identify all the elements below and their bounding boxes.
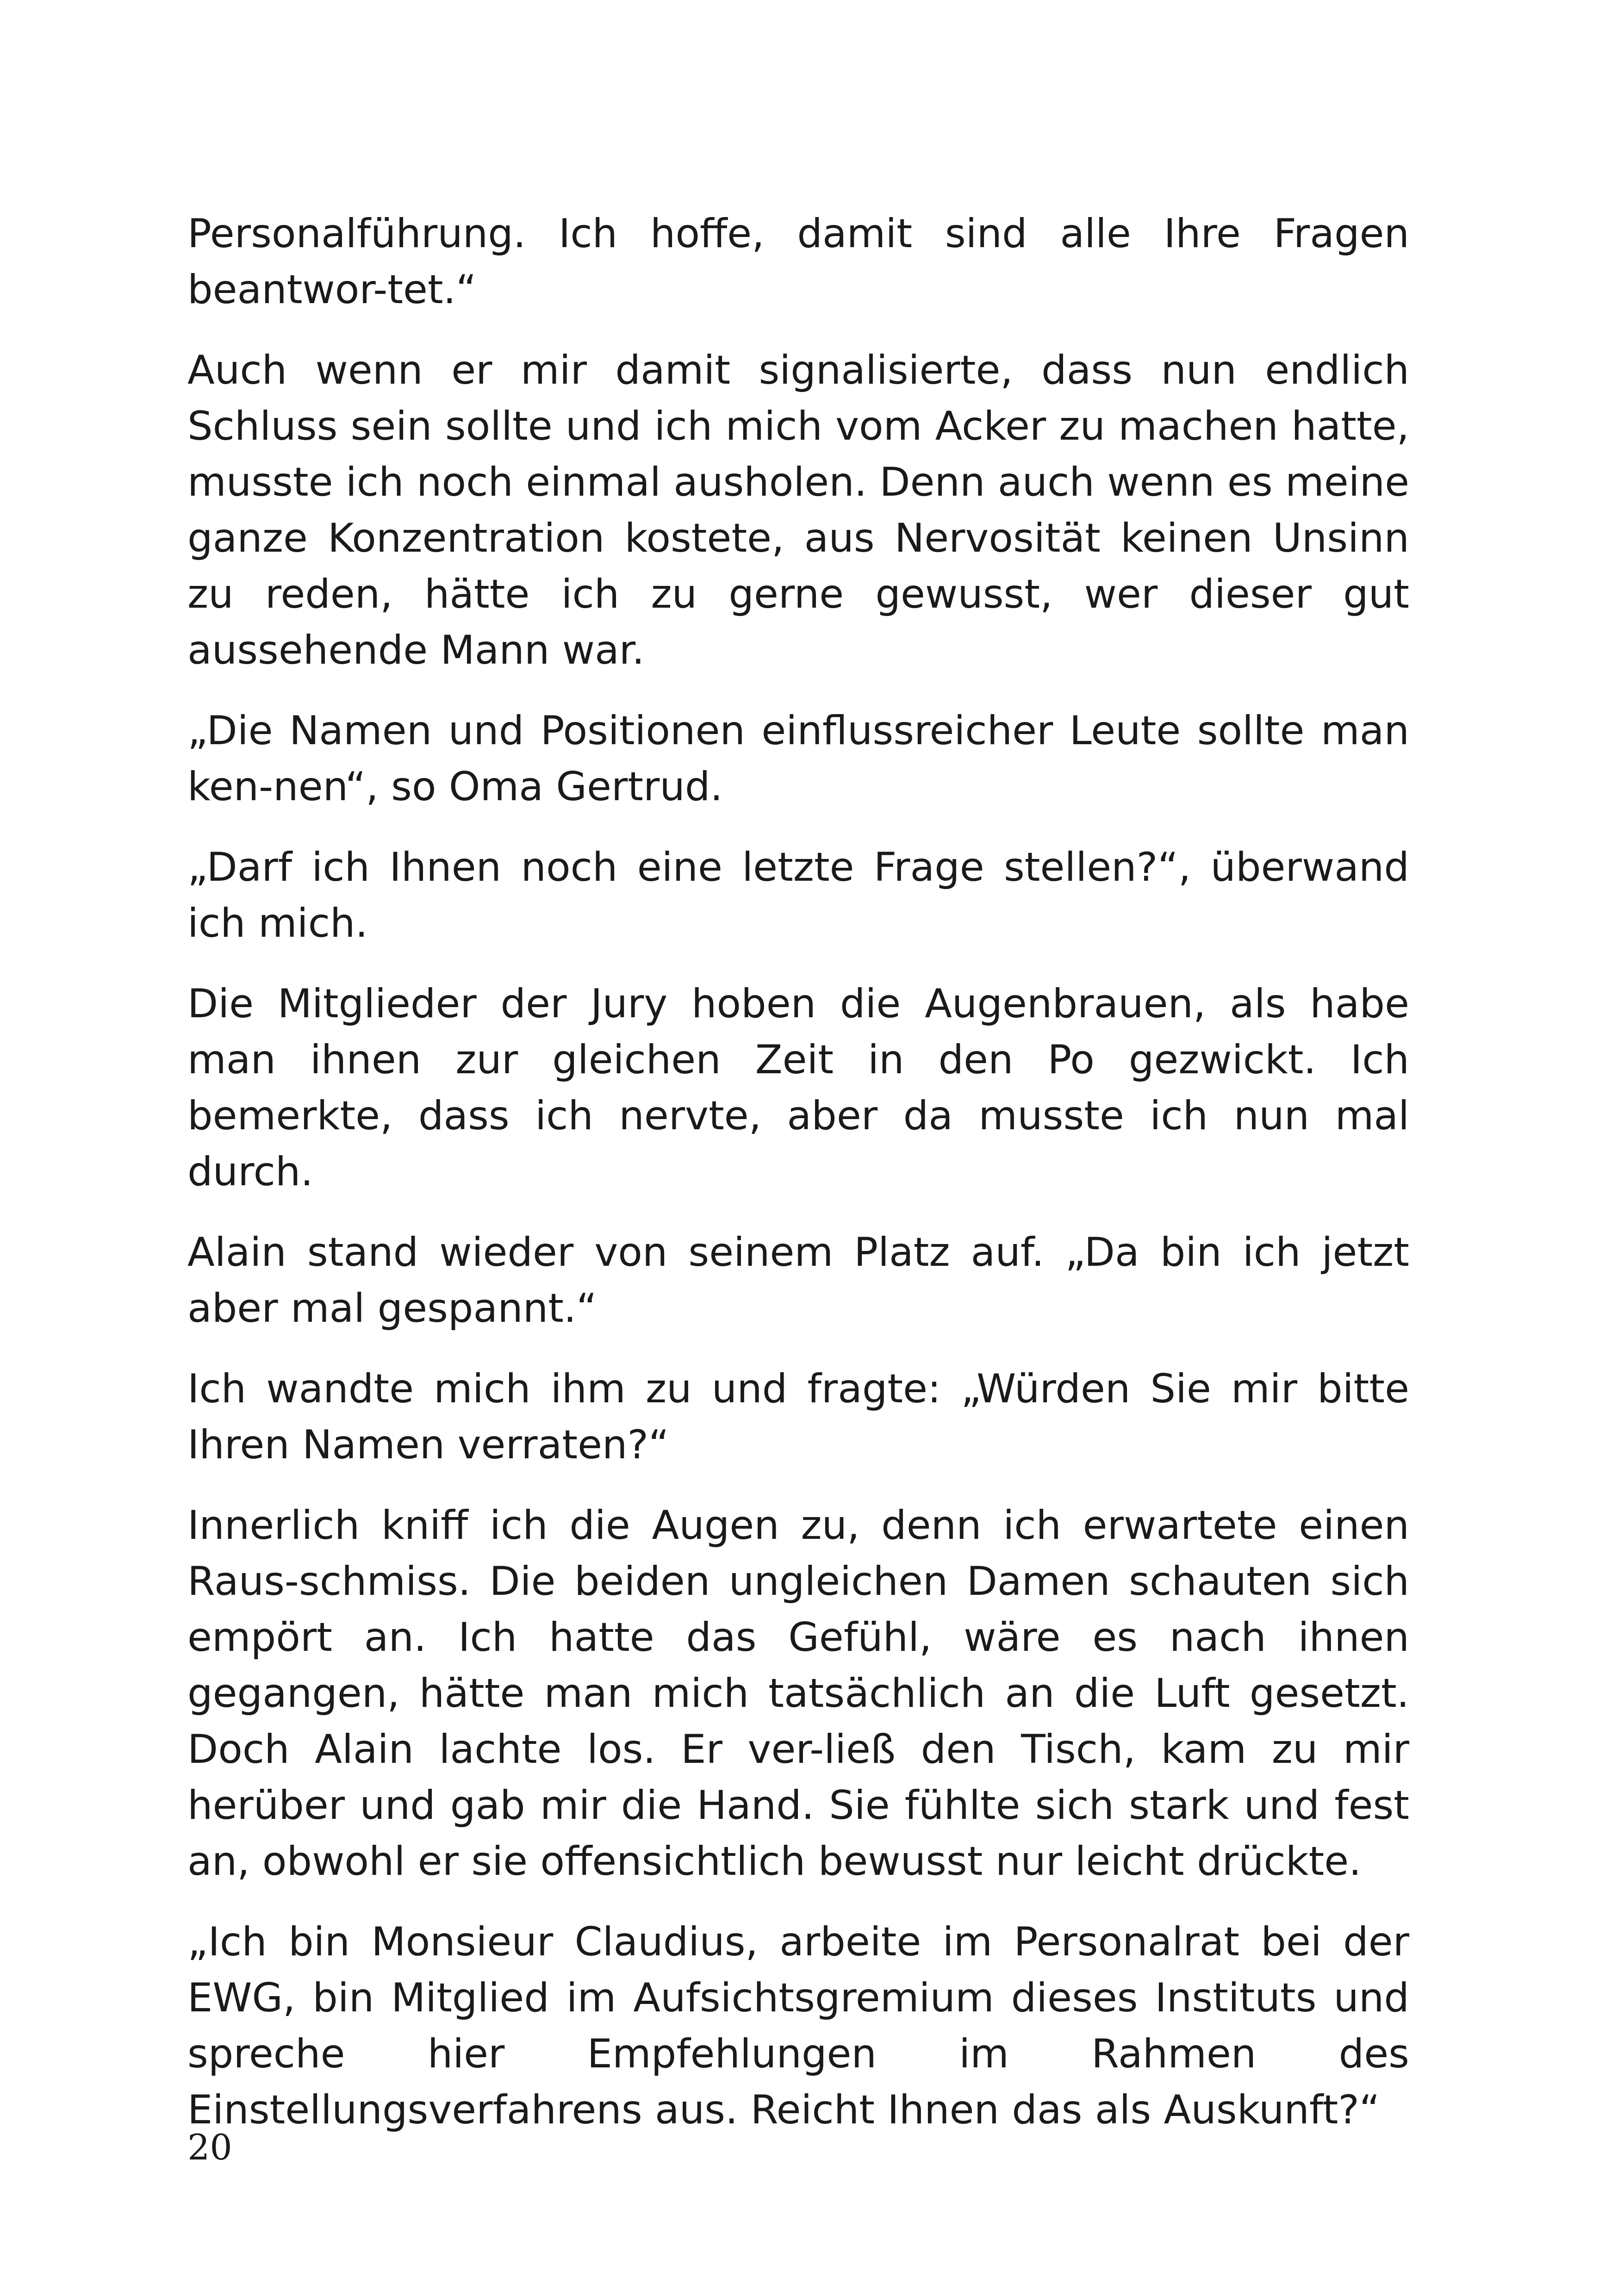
paragraph: „Darf ich Ihnen noch eine letzte Frage stellen?“, überwand ich mich. <box>187 844 1409 946</box>
paragraph: Auch wenn er mir damit signalisierte, dass nun endlich Schluss sein sollte und ich mich vom Acker zu machen hatte, musste ich noch einmal ausholen. Denn auch wenn es meine ganze Konzentration kostete, aus Nervosität keinen Unsinn zu reden, hätte ich zu gerne gewusst, wer dieser gut aussehende Mann war. <box>187 347 1409 673</box>
paragraph: Ich wandte mich ihm zu und fragte: „Würden Sie mir bitte Ihren Namen verraten?“ <box>187 1366 1409 1468</box>
paragraph: Personalführung. Ich hoffe, damit sind alle Ihre Fragen beantwor-tet.“ <box>187 211 1409 313</box>
body-text <box>187 206 1409 2163</box>
paragraph: „Die Namen und Positionen einflussreicher Leute sollte man ken-nen“, so Oma Gertrud. <box>187 708 1409 810</box>
page-number: 20 <box>187 2127 232 2168</box>
paragraph: Innerlich kniff ich die Augen zu, denn ich erwartete einen Raus-schmiss. Die beiden ungleichen Damen schauten sich empört an. Ich hatte das Gefühl, wäre es nach ihnen gegangen, hätte man mich tatsächlich an die Luft gesetzt. Doch Alain lachte los. Er ver-ließ den Tisch, kam zu mir herüber und gab mir die Hand. Sie fühlte sich stark und fest an, obwohl er sie offensichtlich bewusst nur leicht drückte. <box>187 1502 1409 1885</box>
paragraph: „Ich bin Monsieur Claudius, arbeite im Personalrat bei der EWG, bin Mitglied im Aufsichtsgremium dieses Instituts und spreche hier Empfehlungen im Rahmen des Einstellungsverfahrens aus. Reicht Ihnen das als Auskunft?“ <box>187 1919 1409 2133</box>
paragraph: Die Mitglieder der Jury hoben die Augenbrauen, als habe man ihnen zur gleichen Zeit in den Po gezwickt. Ich bemerkte, dass ich nervte, aber da musste ich nun mal durch. <box>187 981 1409 1195</box>
paragraph: Alain stand wieder von seinem Platz auf. „Da bin ich jetzt aber mal gespannt.“ <box>187 1229 1409 1332</box>
